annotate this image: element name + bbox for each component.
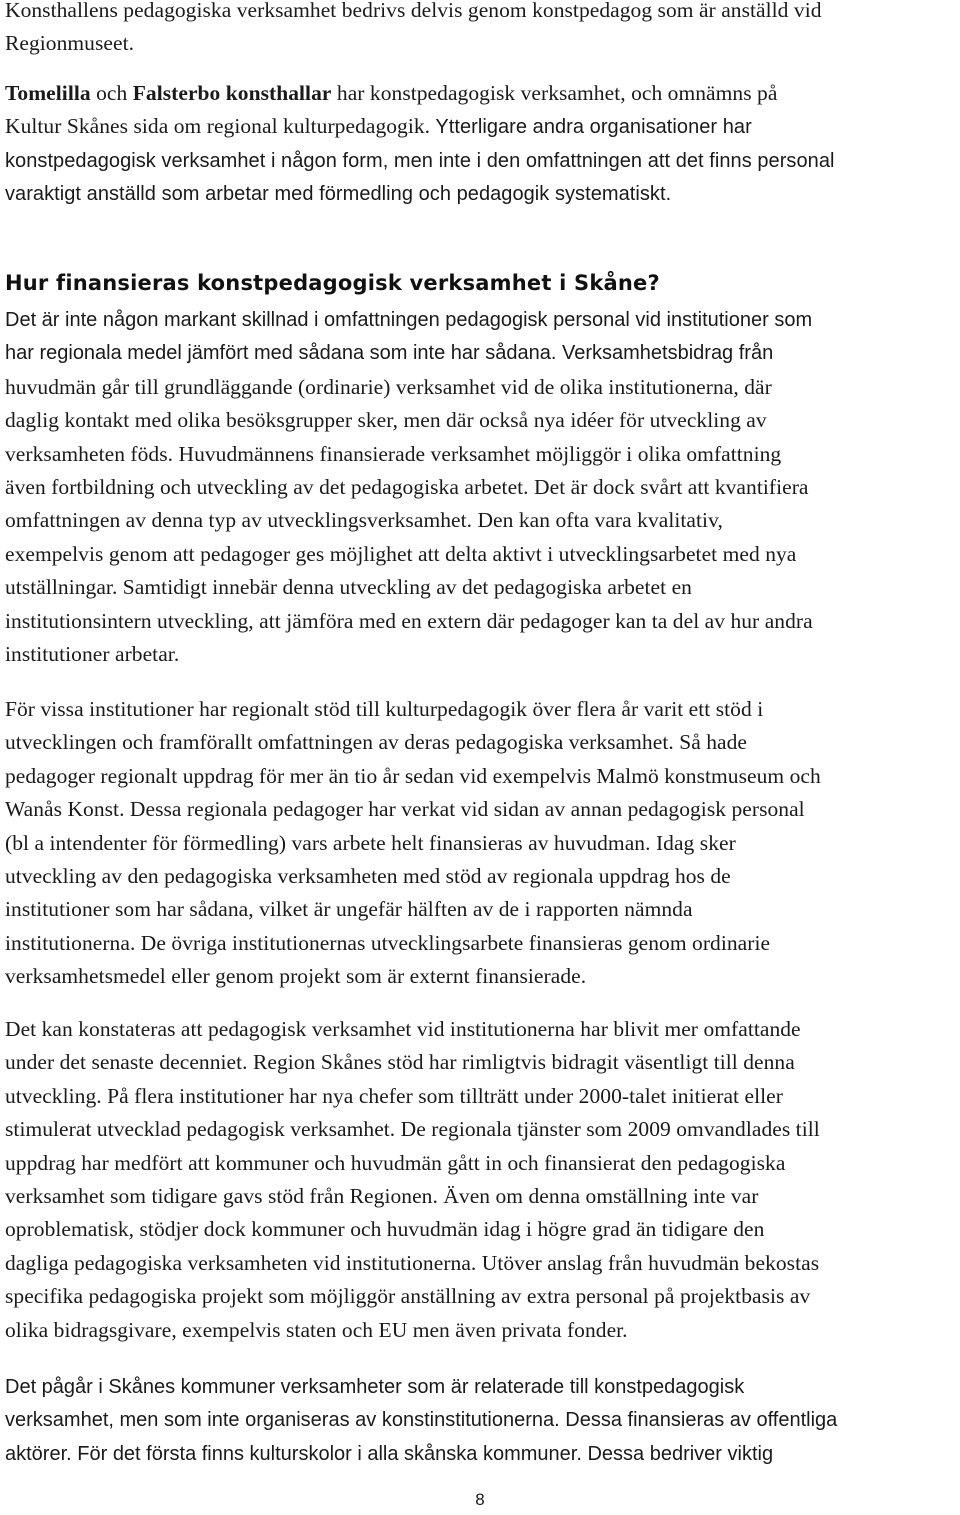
bold-tomelilla: Tomelilla — [5, 80, 91, 105]
bold-falsterbo: Falsterbo konsthallar — [132, 80, 332, 105]
paragraph-3 — [5, 1013, 957, 1347]
text-line: utvecklingen och framförallt omfattningen av deras pedagogiska verksamhet. Så hade — [5, 730, 748, 755]
text-line: uppdrag har medfört att kommuner och huvudmän gått in och finansierat den pedagogiska — [5, 1150, 786, 1175]
text-line: Det är inte någon markant skillnad i omfattningen pedagogisk personal vid institutioner som — [5, 309, 813, 331]
text-line: institutioner som har sådana, vilket är ungefär hälften av de i rapporten nämnda — [5, 897, 693, 922]
text-line: exempelvis genom att pedagoger ges möjlighet att delta aktivt i utvecklingsarbetet med nya — [5, 541, 797, 566]
intro-paragraph — [5, 0, 957, 211]
text-line: verksamheten föds. Huvudmännens finansierade verksamhet möjliggör i olika omfattning — [5, 441, 782, 466]
page-number: 8 — [475, 1490, 485, 1509]
text-line: utveckling. På flera institutioner har nya chefer som tillträtt under 2000-talet initierat eller — [5, 1083, 783, 1108]
text-fragment-sans: Ytterligare andra organisationer har — [430, 116, 752, 139]
text-line: pedagoger regionalt uppdrag för mer än tio år sedan vid exempelvis Malmö konstmuseum och — [5, 763, 821, 788]
text-line: För vissa institutioner har regionalt stöd till kulturpedagogik över flera år varit ett stöd i — [5, 697, 764, 721]
text-line: institutioner arbetar. — [5, 642, 180, 667]
text-line: stimulerat utvecklad pedagogisk verksamhet. De regionala tjänster som 2009 omvandlades till — [5, 1117, 820, 1142]
text-line — [5, 77, 957, 110]
text-line: verksamhet, men som inte organiseras av konstinstitutionerna. Dessa finansieras av offentliga — [5, 1409, 838, 1432]
text-line: verksamhet som tidigare gavs stöd från Regionen. Även om denna omställning inte var — [5, 1184, 759, 1209]
text-line — [5, 110, 957, 144]
text-line: daglig kontakt med olika besöksgrupper sker, men där också nya idéer för utveckling av — [5, 408, 767, 433]
text-line: Konsthallens pedagogiska verksamhet bedrivs delvis genom konstpedagog som är anställd vid — [5, 0, 822, 22]
text-line: specifika pedagogiska projekt som möjliggör anställning av extra personal på projektbasis av — [5, 1284, 811, 1309]
text-line: konstpedagogisk verksamhet i någon form, men inte i den omfattningen att det finns personal — [5, 149, 835, 172]
text-line: Det kan konstateras att pedagogisk verksamhet vid institutionerna har blivit mer omfattande — [5, 1017, 801, 1041]
text-line: under det senaste decenniet. Region Skånes stöd har rimligtvis bidragit väsentligt till denna — [5, 1050, 795, 1075]
text-line: (bl a intendenter för förmedling) vars arbete helt finansieras av huvudman. Idag sker — [5, 830, 736, 855]
text-line: Regionmuseet. — [5, 31, 135, 56]
text-line: dagliga pedagogiska verksamheten vid institutionerna. Utöver anslag från huvudmän bekostas — [5, 1250, 820, 1275]
paragraph-2 — [5, 693, 957, 994]
text-fragment: har konstpedagogisk verksamhet, och omnämns på — [331, 80, 778, 105]
text-line: varaktigt anställd som arbetar med förmedling och pedagogik systematiskt. — [5, 183, 672, 206]
text-fragment: Kultur Skånes sida om regional kulturpedagogik. — [5, 114, 431, 139]
paragraph-4 — [5, 1371, 957, 1471]
text-line: huvudmän går till grundläggande (ordinarie) verksamhet vid de olika institutionerna, där — [5, 374, 772, 399]
text-line: omfattningen av denna typ av utvecklingsverksamhet. Den kan ofta vara kvalitativ, — [5, 508, 723, 533]
text-line: även fortbildning och utveckling av det pedagogiska arbetet. Det är dock svårt att kvantifiera — [5, 475, 809, 500]
text-line: utställningar. Samtidigt innebär denna utveckling av det pedagogiska arbetet en — [5, 575, 692, 600]
text-line: institutionsintern utveckling, att jämföra med en extern där pedagoger kan ta del av hur andra — [5, 608, 813, 633]
text-line: institutionerna. De övriga institutionernas utvecklingsarbete finansieras genom ordinarie — [5, 930, 771, 955]
text-line: verksamhetsmedel eller genom projekt som är externt finansierade. — [5, 964, 587, 989]
text-fragment: och — [90, 80, 133, 105]
text-line: olika bidragsgivare, exempelvis staten och EU men även privata fonder. — [5, 1317, 628, 1342]
text-line: oproblematisk, stödjer dock kommuner och huvudmän idag i högre grad än tidigare den — [5, 1217, 765, 1242]
text-line: aktörer. För det första finns kulturskolor i alla skånska kommuner. Dessa bedriver viktig — [5, 1442, 774, 1465]
text-line: Det pågår i Skånes kommuner verksamheter som är relaterade till konstpedagogisk — [5, 1376, 745, 1398]
paragraph-1 — [5, 304, 957, 671]
text-line: Wanås Konst. Dessa regionala pedagoger har verkat vid sidan av annan pedagogisk personal — [5, 797, 805, 822]
section-heading: Hur finansieras konstpedagogisk verksamhet i Skåne? — [5, 271, 660, 295]
text-line: utveckling av den pedagogiska verksamheten med stöd av regionala uppdrag hos de — [5, 864, 731, 889]
text-line: har regionala medel jämfört med sådana som inte har sådana. Verksamhetsbidrag från — [5, 342, 774, 365]
